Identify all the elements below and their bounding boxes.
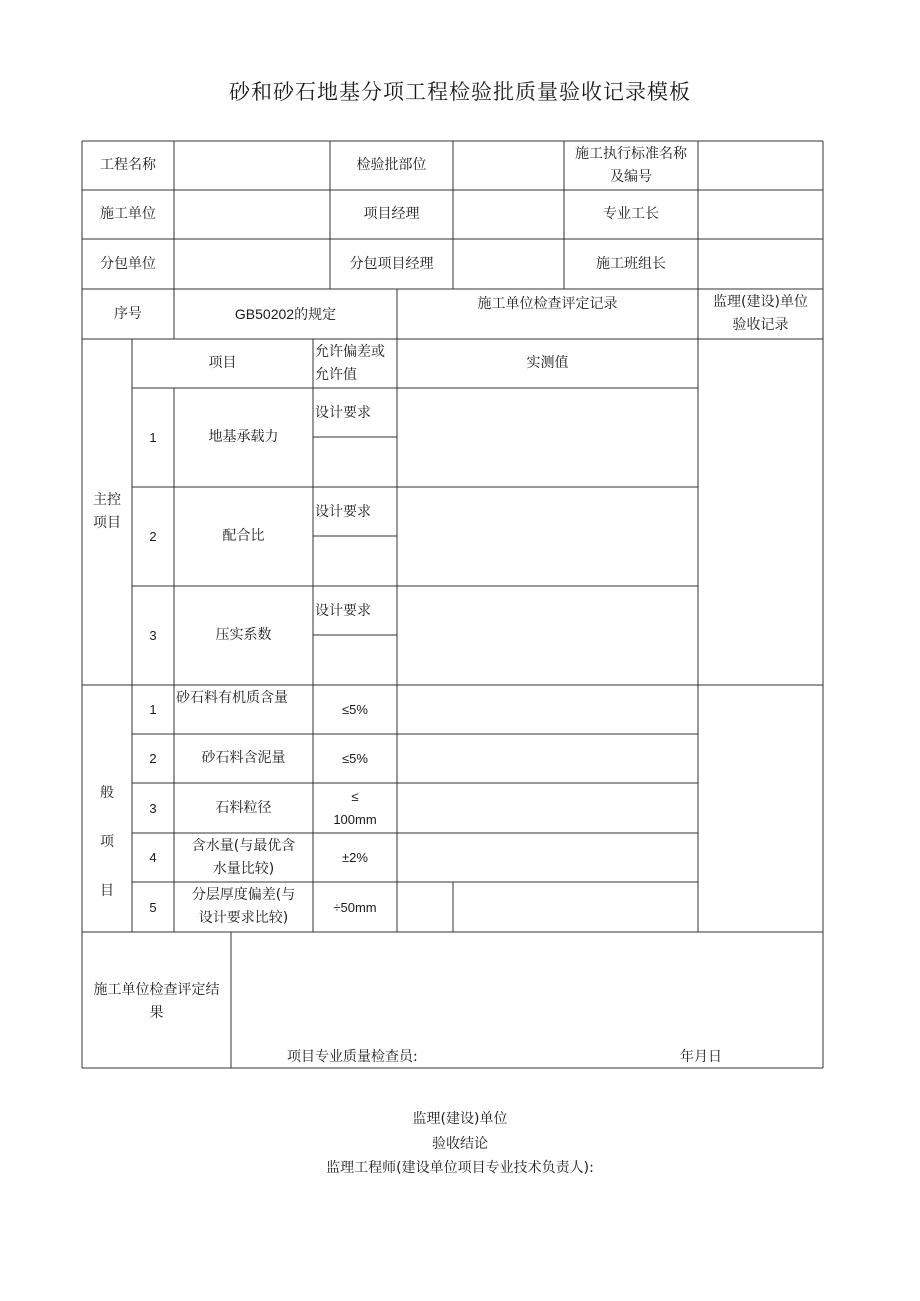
main-row-3-no: 3 — [149, 628, 157, 643]
general-row-4-name-line1: 含水量(与最优含 — [191, 837, 296, 854]
main-row-2-no: 2 — [149, 529, 157, 544]
main-row-1-name: 地基承载力 — [208, 429, 279, 445]
result-label-line2: 果 — [149, 1005, 164, 1021]
footer-acceptance-conclusion: 验收结论 — [432, 1136, 488, 1152]
project-manager-label: 项目经理 — [363, 206, 420, 222]
footer-supervising-engineer: 监理工程师(建设单位项目专业技术负责人): — [326, 1160, 594, 1176]
result-label — [82, 978, 231, 1026]
general-row-2-no: 2 — [149, 751, 157, 766]
check-record-header: 施工单位检查评定记录 — [477, 295, 618, 312]
general-row-3-no: 3 — [149, 800, 157, 816]
general-row-3-tol — [313, 783, 397, 833]
general-label-line3: 目 — [100, 883, 114, 899]
general-row-5-tol: ÷50mm — [333, 899, 377, 915]
foreman-label: 专业工长 — [603, 206, 659, 222]
result-date-label: 年月日 — [680, 1049, 722, 1065]
general-row-4-name-line2: 水量比较) — [212, 860, 275, 877]
main-row-2-name: 配合比 — [222, 528, 265, 544]
general-row-5-no: 5 — [149, 899, 157, 915]
general-row-3-tol-line1: ≤ — [351, 789, 359, 804]
standard-label — [564, 141, 698, 190]
subcontract-unit-label: 分包单位 — [100, 255, 156, 272]
general-row-5-name — [174, 882, 313, 932]
general-row-1-tol: ≤5% — [342, 702, 368, 717]
general-row-1-name: 砂石料有机质含量 — [176, 690, 288, 706]
main-control-label-line2: 项目 — [93, 515, 121, 531]
item-header: 项目 — [208, 355, 237, 371]
team-leader-label: 施工班组长 — [596, 255, 666, 272]
construction-unit-label: 施工单位 — [100, 206, 156, 222]
seq-header: 序号 — [114, 305, 142, 322]
document-title: 砂和砂石地基分项工程检验批质量验收记录模板 — [229, 80, 691, 104]
general-row-2-tol: ≤5% — [342, 751, 368, 766]
general-row-4-no: 4 — [149, 850, 157, 865]
general-row-3-name: 石料粒径 — [215, 799, 272, 816]
tolerance-header-line1: 允许偏差或 — [315, 344, 385, 360]
main-row-1-req: 设计要求 — [315, 405, 371, 421]
standard-label-line1: 施工执行标准名称 — [575, 145, 687, 162]
general-row-3-tol-line2: 100mm — [333, 812, 377, 827]
project-name-label: 工程名称 — [100, 157, 156, 173]
main-row-3-req: 设计要求 — [315, 603, 371, 619]
footer-supervision-unit: 监理(建设)单位 — [412, 1111, 508, 1127]
general-row-4-tol: ±2% — [342, 850, 368, 865]
quality-inspector-label: 项目专业质量检查员: — [287, 1049, 418, 1065]
subcontract-manager-label: 分包项目经理 — [349, 255, 434, 272]
general-label-line2: 项 — [100, 834, 114, 850]
main-row-2-req: 设计要求 — [315, 504, 371, 520]
general-row-5-name-line2: 设计要求比较) — [198, 910, 289, 926]
supervision-header — [698, 289, 823, 339]
general-label-line1: 般 — [100, 785, 114, 801]
result-label-line1: 施工单位检查评定结 — [93, 982, 220, 998]
supervision-header-line2: 验收记录 — [732, 317, 789, 333]
main-control-label — [82, 339, 132, 685]
general-row-2-name: 砂石料含泥量 — [201, 750, 286, 766]
supervision-header-line1: 监理(建设)单位 — [713, 294, 808, 310]
main-row-3-name: 压实系数 — [215, 627, 272, 643]
batch-part-label: 检验批部位 — [356, 157, 427, 173]
tolerance-header-line2: 允许值 — [315, 367, 357, 383]
main-row-1-no: 1 — [149, 430, 157, 445]
main-control-label-line1: 主控 — [93, 492, 121, 508]
standard-label-line2: 及编号 — [610, 168, 652, 185]
general-row-5-name-line1: 分层厚度偏差(与 — [191, 887, 296, 903]
spec-header: GB50202的规定 — [234, 305, 337, 322]
measured-header: 实测值 — [526, 355, 569, 371]
general-row-4-name — [174, 833, 313, 882]
general-row-1-no: 1 — [149, 702, 157, 717]
